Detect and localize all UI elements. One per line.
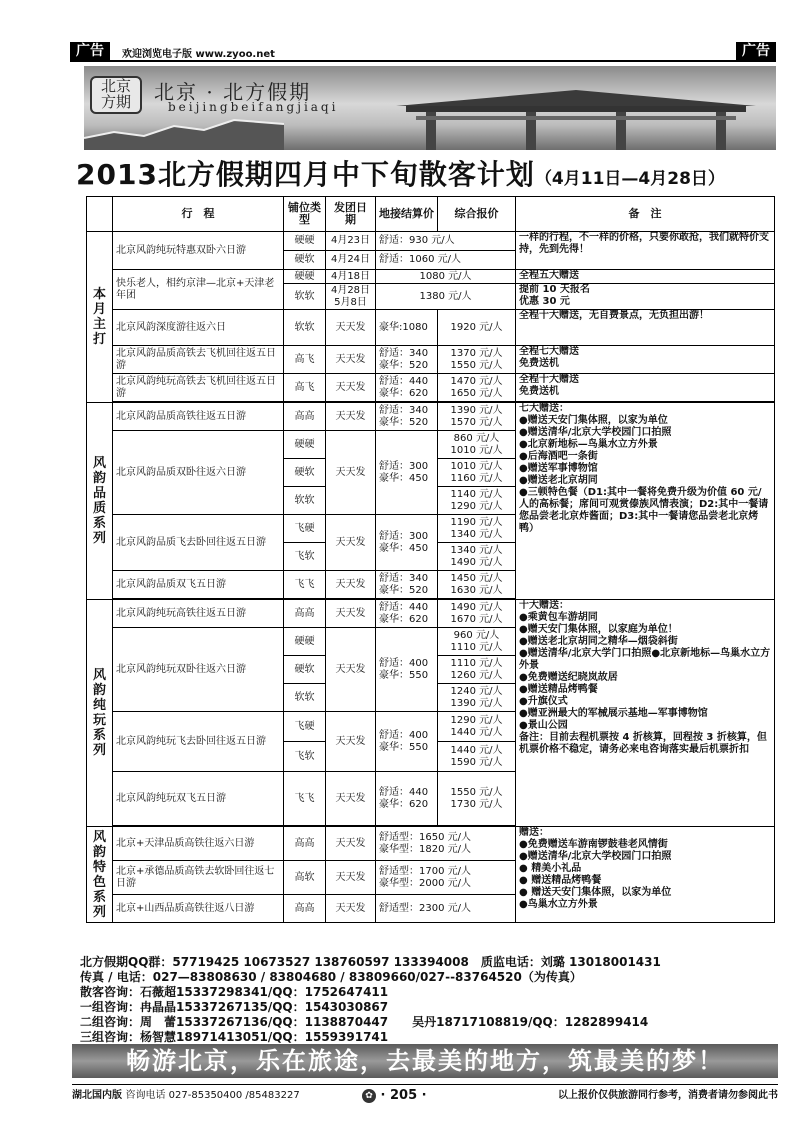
- total-line: 1630 元/人: [450, 584, 503, 596]
- note-line: ●后海酒吧一条街: [519, 451, 598, 462]
- title-main: 2013北方假期四月中下旬散客计划: [76, 158, 535, 191]
- total-line: 1260 元/人: [450, 669, 503, 681]
- total-line: 1340 元/人: [450, 544, 503, 556]
- contact-line: 散客咨询：石薇超15337298341/QQ：1752647411: [80, 985, 389, 999]
- price-cell: [376, 346, 438, 374]
- table-header-row: [87, 197, 775, 232]
- note-cell: 全程五大赠送: [516, 270, 775, 284]
- berth-cell: 飞硬: [284, 515, 326, 543]
- price-line: 豪华：550: [379, 741, 429, 753]
- contact-line: 二组咨询：周 蕾15337267136/QQ：1138870447 吴丹18717108819/QQ：1282899414: [80, 1015, 649, 1029]
- header-blank: [87, 197, 113, 232]
- total-line: 1110 元/人: [450, 657, 503, 669]
- total-cell: [438, 403, 516, 431]
- date-cell: 天天发: [326, 827, 376, 861]
- price-line: 舒适：340: [379, 347, 429, 359]
- header-route: 行 程: [113, 197, 284, 232]
- header-berth: 铺位类型: [284, 197, 326, 232]
- contact-line: 一组咨询：冉晶晶15337267135/QQ：1543030867: [80, 1000, 389, 1014]
- total-line: 860 元/人: [453, 432, 500, 444]
- footer-left: [72, 1085, 300, 1107]
- price-cell: [376, 374, 438, 402]
- total-cell: [438, 346, 516, 374]
- total-cell: [438, 772, 516, 826]
- slogan-banner: 畅游北京，乐在旅途，去最美的地方，筑最美的梦！: [72, 1044, 778, 1078]
- price-line: 豪华：620: [379, 613, 429, 625]
- note-line: ●北京新地标—鸟巢水立方外景: [519, 439, 658, 450]
- price-line: 舒适型：1650 元/人: [379, 831, 471, 843]
- page-title: [76, 153, 776, 193]
- berth-cell: 软软: [284, 284, 326, 310]
- date-cell: 天天发: [326, 772, 376, 826]
- price-line: 豪华：520: [379, 359, 429, 371]
- price-line: 舒适：440: [379, 601, 429, 613]
- note-line: 提前 10 天报名: [519, 284, 590, 295]
- note-cell-pure: [516, 600, 775, 827]
- footer-disclaimer: 以上报价仅供旅游同行参考，消费者请勿参阅此书: [558, 1090, 778, 1101]
- berth-cell: 高高: [284, 403, 326, 431]
- note-cell-quality: [516, 403, 775, 600]
- welcome-text: 欢迎浏览电子版 www.zyoo.net: [122, 49, 275, 60]
- note-line: ● 精美小礼品: [519, 863, 582, 874]
- price-line: 舒适：300: [379, 460, 429, 472]
- total-line: 1570 元/人: [450, 416, 503, 428]
- table-row: [87, 374, 775, 402]
- total-cell: [438, 543, 516, 571]
- date-cell: 天天发: [326, 431, 376, 515]
- price-cell: [376, 827, 516, 861]
- total-line: 1440 元/人: [450, 744, 503, 756]
- page-number-value: 205: [390, 1088, 418, 1103]
- price-line: 舒适：300: [379, 530, 429, 542]
- price-line: 豪华：520: [379, 584, 429, 596]
- contact-block: [80, 955, 770, 1045]
- note-cell-special: [516, 827, 775, 923]
- ad-tag-right: 广告: [736, 42, 776, 60]
- tour-price-table: [86, 196, 775, 923]
- price-line: 豪华：550: [379, 669, 429, 681]
- berth-cell: 高飞: [284, 346, 326, 374]
- date-cell: 天天发: [326, 310, 376, 346]
- note-cell: [516, 284, 775, 310]
- ad-tag-left: 广告: [70, 42, 110, 60]
- note-cell: [516, 346, 775, 374]
- note-line: ●乘黄包车游胡同: [519, 612, 598, 623]
- section-label: 本月主打: [87, 232, 113, 403]
- berth-cell: 硬硬: [284, 270, 326, 284]
- route-cell: 北京风韵纯玩高铁往返五日游: [113, 600, 284, 628]
- price-cell: 1380 元/人: [376, 284, 516, 310]
- total-cell: [438, 742, 516, 772]
- footer-edition: 湖北国内版: [72, 1090, 122, 1101]
- note-line: 全程七大赠送: [519, 346, 579, 357]
- price-cell: [376, 515, 438, 571]
- total-cell: [438, 487, 516, 515]
- total-line: 1390 元/人: [450, 404, 503, 416]
- table-row: [87, 827, 775, 861]
- banner: [84, 66, 776, 150]
- total-line: 1160 元/人: [450, 472, 503, 484]
- note-line: 免费送机: [519, 386, 559, 397]
- total-line: 1010 元/人: [450, 444, 503, 456]
- route-cell: 北京风韵品质高铁往返五日游: [113, 403, 284, 431]
- note-line: 全程十大赠送: [519, 374, 579, 385]
- total-cell: 1920 元/人: [438, 310, 516, 346]
- total-cell: [438, 712, 516, 742]
- date-line: 5月8日: [334, 296, 367, 308]
- price-line: 豪华：450: [379, 472, 429, 484]
- price-line: 豪华：450: [379, 542, 429, 554]
- date-cell: [326, 284, 376, 310]
- total-line: 1190 元/人: [450, 516, 503, 528]
- price-cell: [376, 600, 438, 628]
- berth-cell: 飞飞: [284, 772, 326, 826]
- contact-line: 三组咨询：杨智慧18971413051/QQ：1559391741: [80, 1030, 389, 1044]
- price-cell: [376, 712, 438, 772]
- berth-cell: 硬硬: [284, 431, 326, 459]
- berth-cell: 软软: [284, 684, 326, 712]
- berth-cell: 飞软: [284, 543, 326, 571]
- total-line: 1450 元/人: [450, 572, 503, 584]
- total-cell: [438, 431, 516, 459]
- total-line: 1290 元/人: [450, 714, 503, 726]
- berth-cell: 高高: [284, 895, 326, 923]
- section-label: 风韵特色系列: [87, 827, 113, 923]
- brand-english: beijingbeifangjiaqi: [168, 100, 339, 114]
- berth-cell: 硬软: [284, 656, 326, 684]
- footer: [72, 1084, 778, 1107]
- note-line: 优惠 30 元: [519, 296, 570, 307]
- total-line: 1390 元/人: [450, 697, 503, 709]
- price-cell: 舒适：930 元/人: [376, 232, 516, 251]
- date-cell: 天天发: [326, 403, 376, 431]
- date-cell: 天天发: [326, 712, 376, 772]
- price-cell: [376, 571, 438, 599]
- total-line: 1440 元/人: [450, 726, 503, 738]
- brand-name: 北京 · 北方假期: [154, 80, 312, 104]
- table-row: [87, 403, 775, 431]
- route-cell: 北京风韵纯玩高铁去飞机回往返五日游: [113, 374, 284, 402]
- total-line: 1010 元/人: [450, 460, 503, 472]
- contact-line: 传真 / 电话：027—83808630 / 83804680 / 83809660/027--83764520（为传真）: [80, 970, 582, 984]
- top-bar: [70, 42, 776, 62]
- table-row: [87, 310, 775, 346]
- logo: 北京 方期: [90, 76, 142, 114]
- contact-line: 北方假期QQ群：57719425 10673527 138760597 133394008 质监电话：刘璐 13018001431: [80, 955, 661, 969]
- berth-cell: 软软: [284, 310, 326, 346]
- price-line: 舒适：400: [379, 657, 429, 669]
- route-cell: 北京风韵纯玩双飞五日游: [113, 772, 284, 826]
- total-line: 1370 元/人: [450, 347, 503, 359]
- note-line: ●升旗仪式: [519, 696, 568, 707]
- route-cell: 北京+天津品质高铁往返六日游: [113, 827, 284, 861]
- berth-cell: 硬软: [284, 459, 326, 487]
- footer-phone: 咨询电话 027-85350400 /85483227: [125, 1090, 300, 1101]
- note-line: ●三顿特色餐（D1:其中一餐将免费升级为价值 60 元/人的高标餐；席间可观赏傣族风情表演；D2:其中一餐请您品尝老北京炸酱面；D3:其中一餐请您品尝老北京烤鸭）: [519, 487, 769, 534]
- date-cell: 天天发: [326, 861, 376, 895]
- note-line: ●赠送老北京胡同之精华—烟袋斜街: [519, 636, 678, 647]
- price-cell: 舒适型：2300 元/人: [376, 895, 516, 923]
- price-cell: 1080 元/人: [376, 270, 516, 284]
- note-line: ●赠送精品烤鸭餐: [519, 684, 598, 695]
- total-line: 1670 元/人: [450, 613, 503, 625]
- total-line: 1650 元/人: [450, 387, 503, 399]
- section-label: 风韵纯玩系列: [87, 600, 113, 827]
- price-cell: [376, 861, 516, 895]
- route-cell: 北京风韵纯玩飞去卧回往返五日游: [113, 712, 284, 772]
- header-departure: 发团日期: [326, 197, 376, 232]
- berth-cell: 硬硬: [284, 628, 326, 656]
- price-line: 舒适：340: [379, 404, 429, 416]
- note-line: ●免费赠送纪晓岚故居: [519, 672, 618, 683]
- price-line: 豪华：620: [379, 798, 429, 810]
- note-line: ● 赠送精品烤鸭餐: [519, 875, 602, 886]
- route-cell: 北京风韵品质高铁去飞机回往返五日游: [113, 346, 284, 374]
- berth-cell: 硬软: [284, 251, 326, 270]
- route-cell: 北京+承德品质高铁去软卧回往返七日游: [113, 861, 284, 895]
- price-cell: 豪华:1080: [376, 310, 438, 346]
- note-line: ●赠送清华/北京大学门口拍照●北京新地标—鸟巢水立方外景: [519, 648, 771, 671]
- price-cell: [376, 628, 438, 712]
- berth-cell: 高高: [284, 827, 326, 861]
- total-cell: [438, 684, 516, 712]
- header-total-price: 综合报价: [438, 197, 516, 232]
- note-line: 赠送：: [519, 827, 549, 838]
- total-line: 1550 元/人: [450, 359, 503, 371]
- total-line: 1470 元/人: [450, 375, 503, 387]
- date-cell: 天天发: [326, 374, 376, 402]
- table-row: [87, 346, 775, 374]
- page-number: ✿ · 205 ·: [362, 1085, 427, 1107]
- route-cell: 快乐老人，相约京津—北京+天津老年团: [113, 270, 284, 310]
- date-line: 4月28日: [330, 284, 371, 296]
- header-notes: 备 注: [516, 197, 775, 232]
- berth-cell: 飞飞: [284, 571, 326, 599]
- note-cell: 全程十大赠送，无自费景点，无负担出游！: [516, 310, 775, 346]
- price-line: 舒适：340: [379, 572, 429, 584]
- price-line: 舒适：400: [379, 729, 429, 741]
- note-line: ●赠送天安门集体照，以家为单位: [519, 415, 668, 426]
- berth-cell: 软软: [284, 487, 326, 515]
- price-line: 豪华：620: [379, 387, 429, 399]
- price-line: 豪华：520: [379, 416, 429, 428]
- title-date-range: （4月11日—4月28日）: [534, 169, 725, 189]
- berth-cell: 高高: [284, 600, 326, 628]
- date-cell: 4月23日: [326, 232, 376, 251]
- price-line: 豪华型：2000 元/人: [379, 877, 471, 889]
- note-line: 十大赠送：: [519, 600, 569, 611]
- note-line: ●赠天安门集体照，以家庭为单位！: [519, 624, 678, 635]
- route-cell: 北京风韵品质双卧往返六日游: [113, 431, 284, 515]
- price-cell: [376, 403, 438, 431]
- total-cell: [438, 656, 516, 684]
- total-cell: [438, 459, 516, 487]
- note-cell: [516, 374, 775, 402]
- note-line: ●赠送清华/北京大学校园门口拍照: [519, 427, 672, 438]
- route-cell: 北京风韵纯玩双卧往返六日游: [113, 628, 284, 712]
- total-line: 1140 元/人: [450, 488, 503, 500]
- note-line: ●赠送老北京胡同: [519, 475, 598, 486]
- total-line: 1590 元/人: [450, 756, 503, 768]
- price-cell: [376, 772, 438, 826]
- total-line: 1240 元/人: [450, 685, 503, 697]
- price-line: 舒适型：1700 元/人: [379, 865, 471, 877]
- great-wall-illustration: [84, 110, 284, 150]
- route-cell: 北京风韵品质飞去卧回往返五日游: [113, 515, 284, 571]
- total-cell: [438, 600, 516, 628]
- date-cell: 天天发: [326, 515, 376, 571]
- table-row: [87, 232, 775, 251]
- date-cell: 天天发: [326, 600, 376, 628]
- archway-illustration: [376, 86, 776, 150]
- total-line: 1340 元/人: [450, 528, 503, 540]
- total-line: 1490 元/人: [450, 601, 503, 613]
- berth-cell: 高飞: [284, 374, 326, 402]
- berth-cell: 硬硬: [284, 232, 326, 251]
- note-line: ●免费赠送车游南锣鼓巷老风情街: [519, 839, 668, 850]
- total-line: 960 元/人: [453, 629, 500, 641]
- table-row: [87, 270, 775, 284]
- total-cell: [438, 515, 516, 543]
- price-cell: [376, 431, 438, 515]
- note-cell: 一样的行程，不一样的价格，只要你敢抢，我们就特价支持，先到先得！: [516, 232, 775, 270]
- date-cell: 4月18日: [326, 270, 376, 284]
- total-cell: [438, 571, 516, 599]
- berth-cell: 高软: [284, 861, 326, 895]
- note-line: 备注：目前去程机票按 4 折核算，回程按 3 折核算，但机票价格不稳定，请务必来电咨询落实最后机票折扣: [519, 732, 767, 755]
- note-line: 七大赠送：: [519, 403, 569, 414]
- date-cell: 4月24日: [326, 251, 376, 270]
- total-line: 1730 元/人: [450, 798, 503, 810]
- note-line: ●景山公园: [519, 720, 568, 731]
- total-line: 1490 元/人: [450, 556, 503, 568]
- note-line: ●赠亚洲最大的军械展示基地—军事博物馆: [519, 708, 708, 719]
- total-line: 1110 元/人: [450, 641, 503, 653]
- note-line: ●赠送军事博物馆: [519, 463, 598, 474]
- berth-cell: 飞软: [284, 742, 326, 772]
- route-cell: 北京风韵品质双飞五日游: [113, 571, 284, 599]
- route-cell: 北京+山西品质高铁往返八日游: [113, 895, 284, 923]
- date-cell: 天天发: [326, 571, 376, 599]
- note-line: ● 赠送天安门集体照，以家为单位: [519, 887, 672, 898]
- route-cell: 北京风韵纯玩特惠双卧六日游: [113, 232, 284, 270]
- date-cell: 天天发: [326, 895, 376, 923]
- note-line: ●赠送清华/北京大学校园门口拍照: [519, 851, 672, 862]
- berth-cell: 飞硬: [284, 712, 326, 742]
- table-row: [87, 600, 775, 628]
- total-cell: [438, 628, 516, 656]
- route-cell: 北京风韵深度游往返六日: [113, 310, 284, 346]
- date-cell: 天天发: [326, 346, 376, 374]
- section-label: 风韵品质系列: [87, 403, 113, 600]
- price-cell: 舒适：1060 元/人: [376, 251, 516, 270]
- date-cell: 天天发: [326, 628, 376, 712]
- total-cell: [438, 374, 516, 402]
- header-net-price: 地接结算价: [376, 197, 438, 232]
- price-line: 豪华型：1820 元/人: [379, 843, 471, 855]
- total-line: 1290 元/人: [450, 500, 503, 512]
- note-line: 免费送机: [519, 358, 559, 369]
- price-line: 舒适：440: [379, 375, 429, 387]
- page-badge-icon: ✿: [362, 1089, 376, 1103]
- total-line: 1550 元/人: [450, 786, 503, 798]
- note-line: ●鸟巢水立方外景: [519, 899, 598, 910]
- price-line: 舒适：440: [379, 786, 429, 798]
